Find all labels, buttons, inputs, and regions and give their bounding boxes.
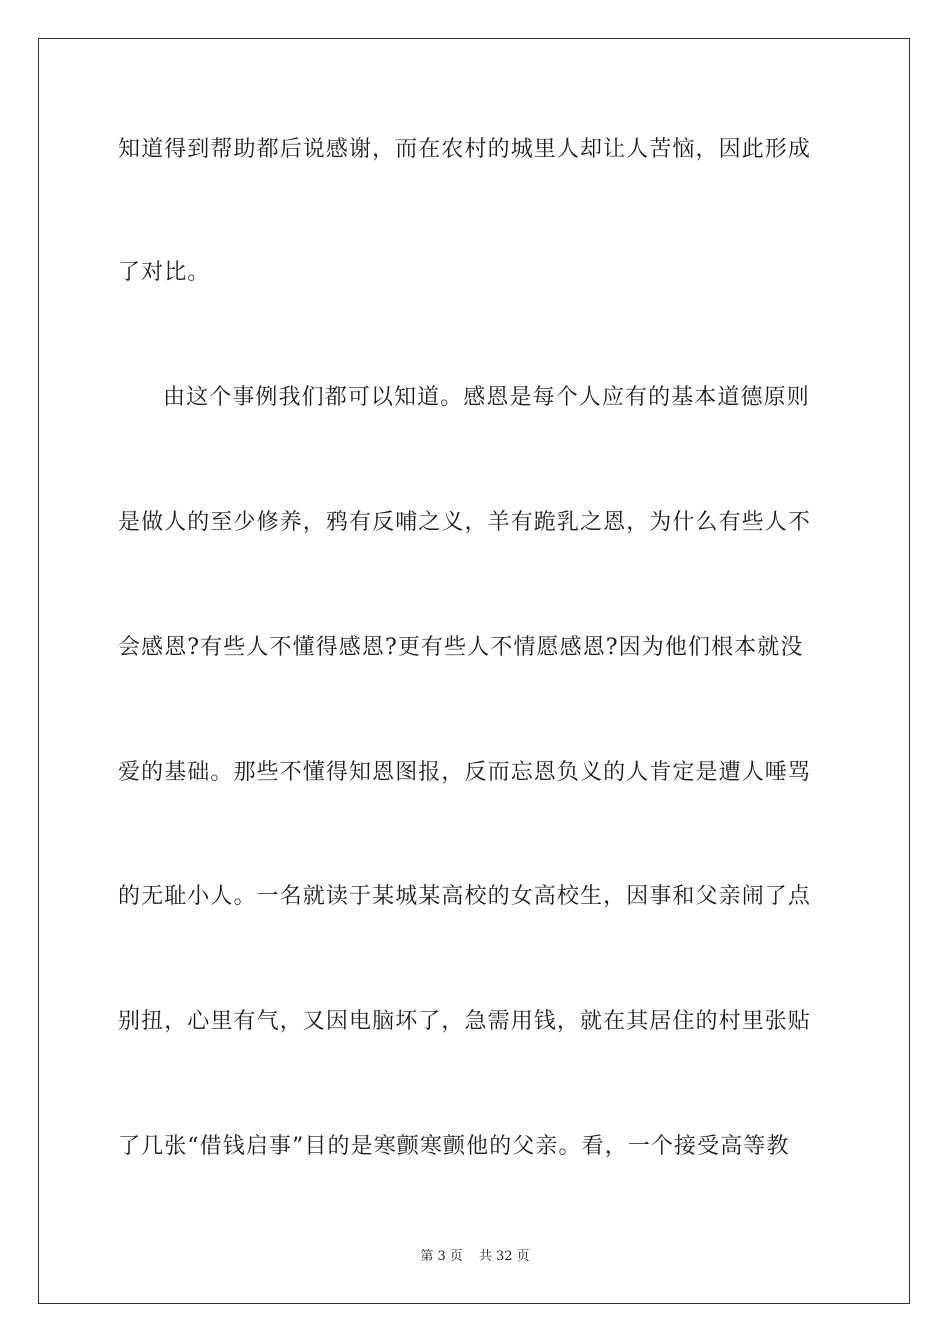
page-footer	[0, 1249, 950, 1265]
text-line: 了几张“借钱启事”目的是寒颤寒颤他的父亲。看，一个接受高等教	[118, 1134, 790, 1159]
text-line: 了对比。	[118, 260, 211, 285]
page-border	[38, 38, 910, 1304]
paragraph-first-line: 由这个事例我们都可以知道。感恩是每个人应有的基本道德原则	[163, 385, 810, 410]
total-pages: 共 32 页	[478, 1249, 530, 1264]
text-line: 会感恩?有些人不懂得感恩?更有些人不情愿感恩?因为他们根本就没	[118, 635, 804, 660]
text-line: 爱的基础。那些不懂得知恩图报，反而忘恩负义的人肯定是遭人唾骂	[118, 760, 812, 785]
text-line: 是做人的至少修养，鸦有反哺之义，羊有跪乳之恩，为什么有些人不	[118, 510, 812, 535]
text-line: 的无耻小人。一名就读于某城某高校的女高校生，因事和父亲闹了点	[118, 884, 812, 909]
text-line: 别扭，心里有气，又因电脑坏了，急需用钱，就在其居住的村里张贴	[118, 1009, 812, 1034]
text-line: 知道得到帮助都后说感谢，而在农村的城里人却让人苦恼，因此形成	[118, 137, 812, 162]
page-number: 第 3 页	[420, 1249, 463, 1264]
